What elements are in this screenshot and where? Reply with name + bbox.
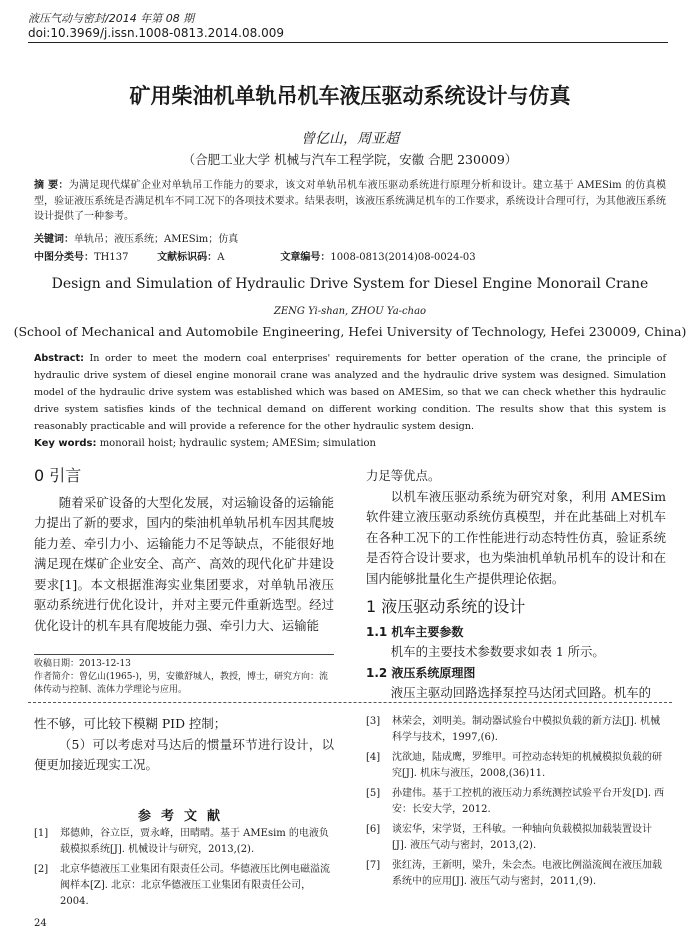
classification-line: [34, 248, 666, 263]
abstract-cn-label: 摘 要：: [34, 180, 69, 191]
clc-label: 中图分类号：: [34, 252, 94, 263]
reference-text: 北京华德液压工业集团有限责任公司。华德液压比例电磁溢流阀样本[Z]. 北京：北京华德液压工业集团有限责任公司，2004.: [60, 864, 330, 907]
reference-item: [34, 826, 334, 858]
abstract-cn-text: 为满足现代煤矿企业对单轨吊工作能力的要求，该文对单轨吊机车液压驱动系统进行原理分析和设计。建立基于 AMESim 的仿真模型，验证液压系统是否满足机车不同工况下的各项技术要求。结果表明，该液压系统满足机车的工作要求，系统设计合理可行，为其他液压系统设计提供了一种参考。: [34, 180, 666, 222]
subsection-1-1-text: 机车的主要技术参数要求如表 1 所示。: [390, 644, 605, 659]
right-column: [366, 466, 666, 704]
section-heading-0: 0 引言: [34, 466, 82, 485]
keywords-en-text: monorail hoist; hydraulic system; AMESim; simulation: [99, 438, 377, 449]
intro-paragraph: 随着采矿设备的大型化发展，对运输设备的运输能力提出了新的要求，国内的柴油机单轨吊机车因其爬坡能力差、牵引力小、运输能力不足等缺点，不能很好地满足现在煤矿企业安全、高产、高效的现代化矿井建设要求[1]。本文根据淮海实业集团要求，对单轨吊液压驱动系统进行优化设计，并对主要元件重新选型。经过优化设计的机车具有爬坡能力强、牵引力大、运输能: [34, 494, 334, 633]
authors-cn: 曾亿山，周亚超: [301, 131, 399, 147]
reference-number: [6]: [366, 824, 381, 835]
section-heading-1: 1 液压驱动系统的设计: [366, 597, 526, 616]
subsection-1-2: 1.2 液压系统原理图: [366, 665, 476, 680]
intro-section: [34, 466, 334, 636]
keywords-cn: [34, 230, 238, 245]
reference-text: 张红涛，王新明，梁升，朱会杰。电液比例溢流阀在液压加载系统中的应用[J]. 液压气动与密封，2011,(9).: [392, 860, 662, 887]
reference-item: [366, 750, 666, 782]
conclusion-fragment: [34, 714, 334, 776]
subsection-1-1: 1.1 机车主要参数: [366, 624, 464, 639]
reference-item: [34, 862, 334, 910]
reference-number: [7]: [366, 860, 381, 871]
abstract-en-text: In order to meet the modern coal enterprises' requirements for better operation of the crane, the principle of hydraulic drive system of diesel engine monorail crane was analyzed and the hydraulic drive system was designed. Simulation model of the hydraulic drive system was established which was based on AMESim, so that we can check whether this hydraulic drive system satisfies kinds of the technical demand on different working condition. The results show that this system is reasonably practicable and will provide a reference for the other hydraulic system design.: [34, 353, 666, 432]
reference-text: 沈欲迪，陆成鹰，罗维甲。可控动态转矩的机械模拟负载的研究[J]. 机床与液压，2008,(36)11.: [392, 752, 662, 779]
reference-number: [4]: [366, 752, 381, 763]
paper-title-en: Design and Simulation of Hydraulic Drive System for Diesel Engine Monorail Crane: [51, 276, 649, 292]
references-left: [34, 826, 334, 914]
abstract-en: [34, 350, 666, 435]
authors-en: ZENG Yi-shan, ZHOU Ya-chao: [273, 306, 427, 317]
paper-title-cn: 矿用柴油机单轨吊机车液压驱动系统设计与仿真: [129, 84, 571, 108]
reference-item: [366, 858, 666, 890]
doc-code-label: 文献标识码：: [157, 252, 218, 263]
doi[interactable]: doi:10.3969/j.issn.1008-0813.2014.08.009: [28, 26, 284, 40]
conclusion-line-1: 性不够，可比较下模糊 PID 控制；: [34, 716, 227, 731]
footnote-rule: [34, 654, 334, 655]
reference-number: [5]: [366, 788, 381, 799]
abstract-cn: [34, 178, 666, 225]
reference-text: 谈宏华，宋学贤，王科敏。一种轴向负载模拟加载装置设计[J]. 液压气动与密封，2013,(2).: [392, 824, 652, 851]
reference-item: [366, 822, 666, 854]
keywords-en: [34, 438, 376, 449]
reference-text: 孙建伟。基于工控机的液压动力系统测控试验平台开发[D]. 西安：长安大学，2012.: [392, 788, 665, 815]
page-break-rule: [28, 702, 672, 703]
references-right: [366, 714, 666, 894]
author-bio: 作者简介：曾亿山(1965-)，男，安徽舒城人，教授，博士，研究方向：流体传动与控制、流体力学理论与应用。: [34, 672, 328, 695]
references-heading: 参考文献: [137, 809, 230, 824]
intro-paragraph-cont: 力足等优点。: [366, 468, 441, 483]
reference-item: [366, 786, 666, 818]
affiliation-cn: （合肥工业大学 机械与汽车工程学院，安徽 合肥 230009）: [182, 152, 518, 167]
reference-number: [2]: [34, 864, 49, 875]
keywords-en-label: Key words:: [34, 438, 97, 449]
conclusion-line-2: （5）可以考虑对马达后的惯量环节进行设计，以便更加接近现实工况。: [34, 736, 334, 772]
abstract-en-label: Abstract:: [34, 353, 84, 364]
reference-text: 林荣会，刘明美。制动器试验台中模拟负载的新方法[J]. 机械科学与技术，1997,(6).: [392, 716, 661, 743]
article-no-value: 1008-0813(2014)08-0024-03: [330, 252, 476, 263]
header-rule: [28, 42, 668, 43]
keywords-cn-text: 单轨吊；液压系统；AMESim；仿真: [74, 234, 239, 245]
subsection-1-2-text: 液压主驱动回路选择泵控马达闭式回路。机车的: [390, 685, 651, 700]
reference-text: 郑德帅，谷立臣，贾永峰，田晴晴。基于 AMEsim 的电液负载模拟系统[J]. 机械设计与研究，2013,(2).: [60, 828, 329, 855]
clc-value: TH137: [94, 252, 129, 263]
journal-header: 液压气动与密封/2014 年第 08 期: [28, 12, 195, 25]
footnote: [34, 658, 334, 697]
doc-code-value: A: [217, 252, 225, 263]
article-no-label: 文章编号：: [280, 252, 331, 263]
reference-number: [1]: [34, 828, 49, 839]
received-date: 收稿日期：2013-12-13: [34, 659, 131, 669]
reference-item: [366, 714, 666, 746]
intro-paragraph-2: 以机车液压驱动系统为研究对象，利用 AMESim 软件建立液压驱动系统仿真模型，并在此基础上对机车在各种工况下的工作性能进行动态特性仿真，验证系统是否符合设计要求，也为柴油机单轨吊机车的设计和在国内能够批量化生产提供理论依据。: [366, 488, 666, 586]
keywords-cn-label: 关键词：: [34, 234, 74, 245]
reference-number: [3]: [366, 716, 381, 727]
affiliation-en: (School of Mechanical and Automobile Engineering, Hefei University of Technology, Hefei 230009, China): [13, 324, 687, 339]
page-number: 24: [34, 918, 47, 929]
